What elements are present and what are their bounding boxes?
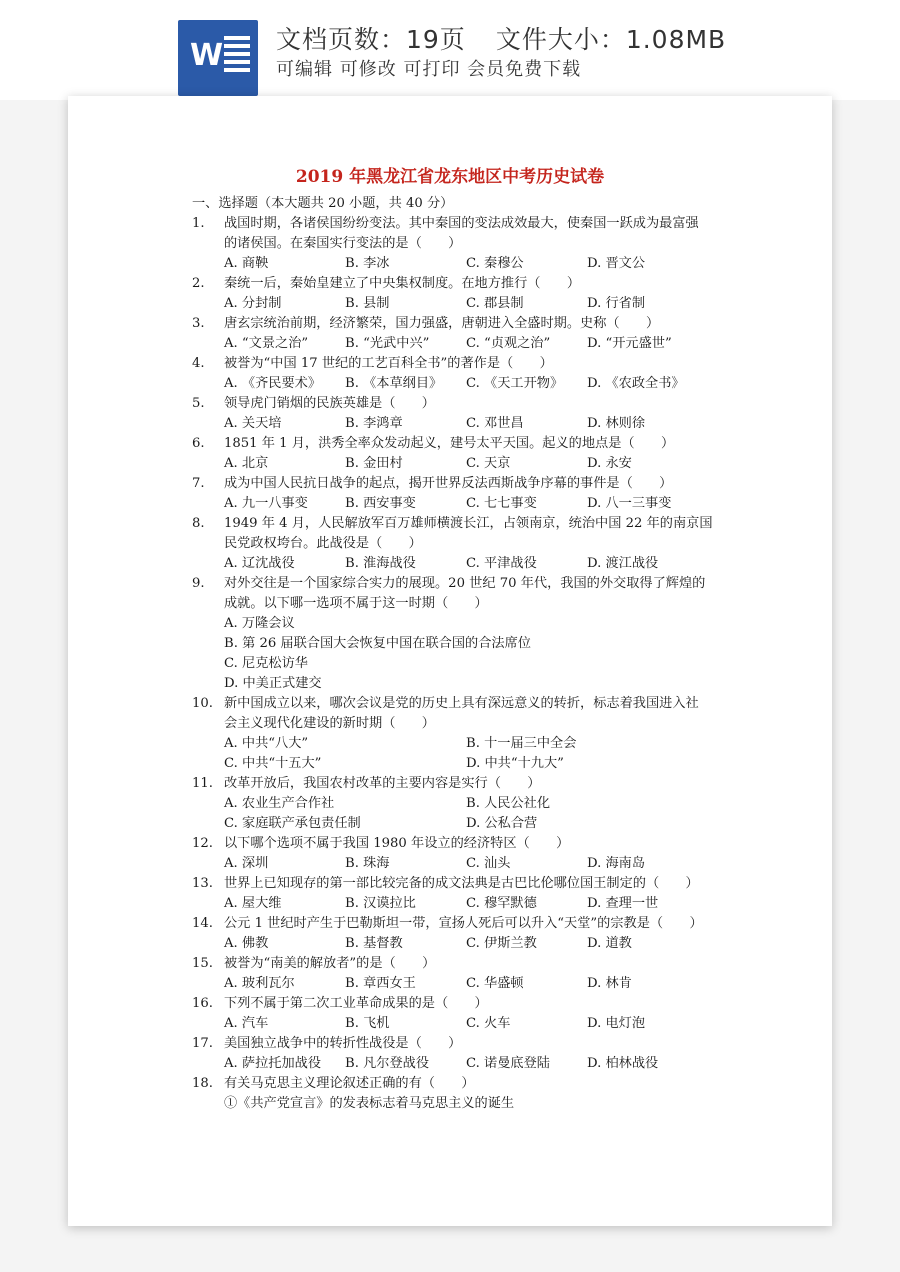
- question: [192, 514, 792, 574]
- question: [192, 394, 792, 434]
- question-stem: 美国独立战争中的转折性战役是（ ）: [224, 1036, 462, 1051]
- answer-option: D. 永安: [587, 456, 632, 471]
- answer-option: A. 农业生产合作社: [224, 796, 335, 811]
- answer-options: [192, 794, 792, 834]
- question-stem: 对外交往是一个国家综合实力的展现。20 世纪 70 年代，我国的外交取得了辉煌的: [224, 576, 706, 591]
- answer-option: D. 中美正式建交: [224, 676, 322, 691]
- question: [192, 574, 792, 694]
- question-stem: 1949 年 4 月，人民解放军百万雄师横渡长江，占领南京，统治中国 22 年的南京国: [224, 516, 713, 531]
- question-number: 15.: [192, 956, 213, 971]
- answer-option: B. 章西女王: [345, 976, 416, 991]
- answer-option: C. 郡县制: [466, 296, 524, 311]
- answer-option: B. 第 26 届联合国大会恢复中国在联合国的合法席位: [224, 636, 531, 651]
- question-stem: 公元 1 世纪时产生于巴勒斯坦一带，宣扬人死后可以升入“天堂”的宗教是（ ）: [224, 916, 703, 931]
- page-count: 文档页数：19页: [276, 25, 466, 54]
- question-stem: 民党政权垮台。此战役是（ ）: [224, 536, 422, 551]
- answer-option: C. 七七事变: [466, 496, 537, 511]
- answer-option: C. 穆罕默德: [466, 896, 537, 911]
- answer-option: C. 平津战役: [466, 556, 537, 571]
- answer-option: B. 西安事变: [345, 496, 416, 511]
- question: [192, 274, 792, 314]
- answer-option: B. 金田村: [345, 456, 403, 471]
- answer-option: C. 诺曼底登陆: [466, 1056, 550, 1071]
- question-stem: 的诸侯国。在秦国实行变法的是（ ）: [224, 236, 462, 251]
- question-number: 1.: [192, 216, 205, 231]
- answer-option: B. 飞机: [345, 1016, 390, 1031]
- answer-option: D. 海南岛: [587, 856, 646, 871]
- answer-option: A. 分封制: [224, 296, 282, 311]
- answer-option: B. 十一届三中全会: [466, 736, 577, 751]
- answer-option: A. 关天培: [224, 416, 282, 431]
- answer-option: B. 汉谟拉比: [345, 896, 416, 911]
- question-number: 9.: [192, 576, 205, 591]
- section-heading: 一、选择题（本大题共 20 小题，共 40 分）: [192, 196, 454, 211]
- answer-option: C. 华盛顿: [466, 976, 524, 991]
- question-number: 2.: [192, 276, 205, 291]
- question-stem: 被誉为“南美的解放者”的是（ ）: [224, 956, 436, 971]
- answer-option: B. 李鸿章: [345, 416, 403, 431]
- question-stem: 下列不属于第二次工业革命成果的是（ ）: [224, 996, 488, 1011]
- question: [192, 474, 792, 514]
- answer-option: D. 《农政全书》: [587, 376, 685, 391]
- answer-option: C. 尼克松访华: [224, 656, 308, 671]
- answer-option: D. 八一三事变: [587, 496, 672, 511]
- answer-option: D. 晋文公: [587, 256, 646, 271]
- answer-option: A. 万隆会议: [224, 616, 295, 631]
- answer-option: D. 林肯: [587, 976, 632, 991]
- statement-line: ①《共产党宣言》的发表标志着马克思主义的诞生: [224, 1096, 515, 1111]
- answer-option: A. 屋大维: [224, 896, 282, 911]
- answer-options: [192, 494, 792, 514]
- answer-option: D. 渡江战役: [587, 556, 659, 571]
- question-number: 14.: [192, 916, 213, 931]
- question-number: 3.: [192, 316, 205, 331]
- answer-option: D. 行省制: [587, 296, 646, 311]
- word-logo-letter: W: [190, 38, 224, 73]
- question-stem: 改革开放后，我国农村改革的主要内容是实行（ ）: [224, 776, 541, 791]
- word-logo-lines: [224, 36, 250, 80]
- question-number: 13.: [192, 876, 213, 891]
- answer-option: D. 林则徐: [587, 416, 646, 431]
- answer-option: C. 秦穆公: [466, 256, 524, 271]
- answer-options: [192, 554, 792, 574]
- question: [192, 314, 792, 354]
- answer-option: A. 九一八事变: [224, 496, 308, 511]
- answer-option: D. 道教: [587, 936, 632, 951]
- answer-options: [192, 254, 792, 274]
- question-stem: 成为中国人民抗日战争的起点，揭开世界反法西斯战争序幕的事件是（ ）: [224, 476, 673, 491]
- question-stem: 唐玄宗统治前期，经济繁荣，国力强盛，唐朝进入全盛时期。史称（ ）: [224, 316, 660, 331]
- answer-option: D. 公私合营: [466, 816, 538, 831]
- answer-options: [192, 734, 792, 774]
- download-banner: [0, 0, 900, 100]
- answer-options: [192, 414, 792, 434]
- answer-option: D. “开元盛世”: [587, 336, 672, 351]
- question: [192, 214, 792, 274]
- answer-option: B. “光武中兴”: [345, 336, 430, 351]
- question: [192, 354, 792, 394]
- answer-options: [192, 294, 792, 314]
- answer-option: A. 辽沈战役: [224, 556, 295, 571]
- question-stem: 被誉为“中国 17 世纪的工艺百科全书”的著作是（ ）: [224, 356, 553, 371]
- answer-option: D. 电灯泡: [587, 1016, 646, 1031]
- file-meta: [276, 20, 726, 56]
- question: [192, 774, 792, 834]
- answer-option: A. 《齐民要术》: [224, 376, 322, 391]
- question-stem: 有关马克思主义理论叙述正确的有（ ）: [224, 1076, 475, 1091]
- question-stem: 世界上已知现存的第一部比较完备的成文法典是古巴比伦哪位国王制定的（ ）: [224, 876, 699, 891]
- question-stem: 领导虎门销烟的民族英雄是（ ）: [224, 396, 435, 411]
- answer-option: C. 家庭联产承包责任制: [224, 816, 361, 831]
- answer-options: [192, 934, 792, 954]
- question: [192, 1034, 792, 1074]
- question-list: [192, 214, 792, 1094]
- answer-option: C. 中共“十五大”: [224, 756, 322, 771]
- question: [192, 834, 792, 874]
- answer-option: B. 淮海战役: [345, 556, 416, 571]
- answer-option: B. 县制: [345, 296, 390, 311]
- file-features: 可编辑 可修改 可打印 会员免费下载: [276, 59, 582, 80]
- answer-option: A. 汽车: [224, 1016, 269, 1031]
- word-document-icon: [178, 20, 258, 96]
- answer-options: [192, 894, 792, 914]
- answer-options: [192, 454, 792, 474]
- answer-options: [192, 1014, 792, 1034]
- question: [192, 874, 792, 914]
- answer-option: A. 中共“八大”: [224, 736, 309, 751]
- answer-option: A. 商鞅: [224, 256, 269, 271]
- answer-option: B. 凡尔登战役: [345, 1056, 430, 1071]
- question: [192, 994, 792, 1034]
- answer-option: C. 《天工开物》: [466, 376, 564, 391]
- question-number: 8.: [192, 516, 205, 531]
- answer-option: C. “贞观之治”: [466, 336, 551, 351]
- answer-option: A. 玻利瓦尔: [224, 976, 295, 991]
- answer-option: A. 萨拉托加战役: [224, 1056, 322, 1071]
- question-number: 16.: [192, 996, 213, 1011]
- answer-option: A. “文景之治”: [224, 336, 309, 351]
- answer-option: C. 邓世昌: [466, 416, 524, 431]
- question-number: 7.: [192, 476, 205, 491]
- answer-option: A. 北京: [224, 456, 269, 471]
- question-number: 17.: [192, 1036, 213, 1051]
- question-stem: 新中国成立以来，哪次会议是党的历史上具有深远意义的转折，标志着我国进入社: [224, 696, 699, 711]
- answer-option: C. 天京: [466, 456, 511, 471]
- question-number: 18.: [192, 1076, 213, 1091]
- answer-option: C. 伊斯兰教: [466, 936, 537, 951]
- answer-option: B. 人民公社化: [466, 796, 551, 811]
- question-stem: 以下哪个选项不属于我国 1980 年设立的经济特区（ ）: [224, 836, 570, 851]
- answer-option: A. 佛教: [224, 936, 269, 951]
- question: [192, 1074, 792, 1094]
- question-stem: 1851 年 1 月，洪秀全率众发动起义，建号太平天国。起义的地点是（ ）: [224, 436, 675, 451]
- question-number: 11.: [192, 776, 213, 791]
- answer-option: D. 查理一世: [587, 896, 659, 911]
- question: [192, 954, 792, 994]
- answer-option: C. 汕头: [466, 856, 511, 871]
- question: [192, 914, 792, 954]
- answer-options: [192, 614, 792, 694]
- question-stem: 成就。以下哪一选项不属于这一时期（ ）: [224, 596, 488, 611]
- answer-option: D. 中共“十九大”: [466, 756, 564, 771]
- question-number: 5.: [192, 396, 205, 411]
- answer-option: B. 基督教: [345, 936, 403, 951]
- answer-options: [192, 974, 792, 994]
- question: [192, 434, 792, 474]
- exam-content: [192, 194, 792, 1114]
- answer-options: [192, 1054, 792, 1074]
- file-size: 文件大小：1.08MB: [495, 25, 727, 54]
- question: [192, 694, 792, 774]
- answer-option: D. 柏林战役: [587, 1056, 659, 1071]
- document-page: [68, 96, 832, 1226]
- question-number: 12.: [192, 836, 213, 851]
- question-number: 4.: [192, 356, 205, 371]
- answer-options: [192, 374, 792, 394]
- question-number: 6.: [192, 436, 205, 451]
- question-stem: 战国时期，各诸侯国纷纷变法。其中秦国的变法成效最大，使秦国一跃成为最富强: [224, 216, 699, 231]
- answer-option: A. 深圳: [224, 856, 269, 871]
- answer-option: C. 火车: [466, 1016, 511, 1031]
- answer-options: [192, 334, 792, 354]
- answer-option: B. 珠海: [345, 856, 390, 871]
- question-stem: 秦统一后，秦始皇建立了中央集权制度。在地方推行（ ）: [224, 276, 581, 291]
- answer-option: B. 李冰: [345, 256, 390, 271]
- answer-options: [192, 854, 792, 874]
- question-stem: 会主义现代化建设的新时期（ ）: [224, 716, 435, 731]
- question-number: 10.: [192, 696, 213, 711]
- answer-option: B. 《本草纲目》: [345, 376, 443, 391]
- document-title: 2019 年黑龙江省龙东地区中考历史试卷: [295, 167, 605, 187]
